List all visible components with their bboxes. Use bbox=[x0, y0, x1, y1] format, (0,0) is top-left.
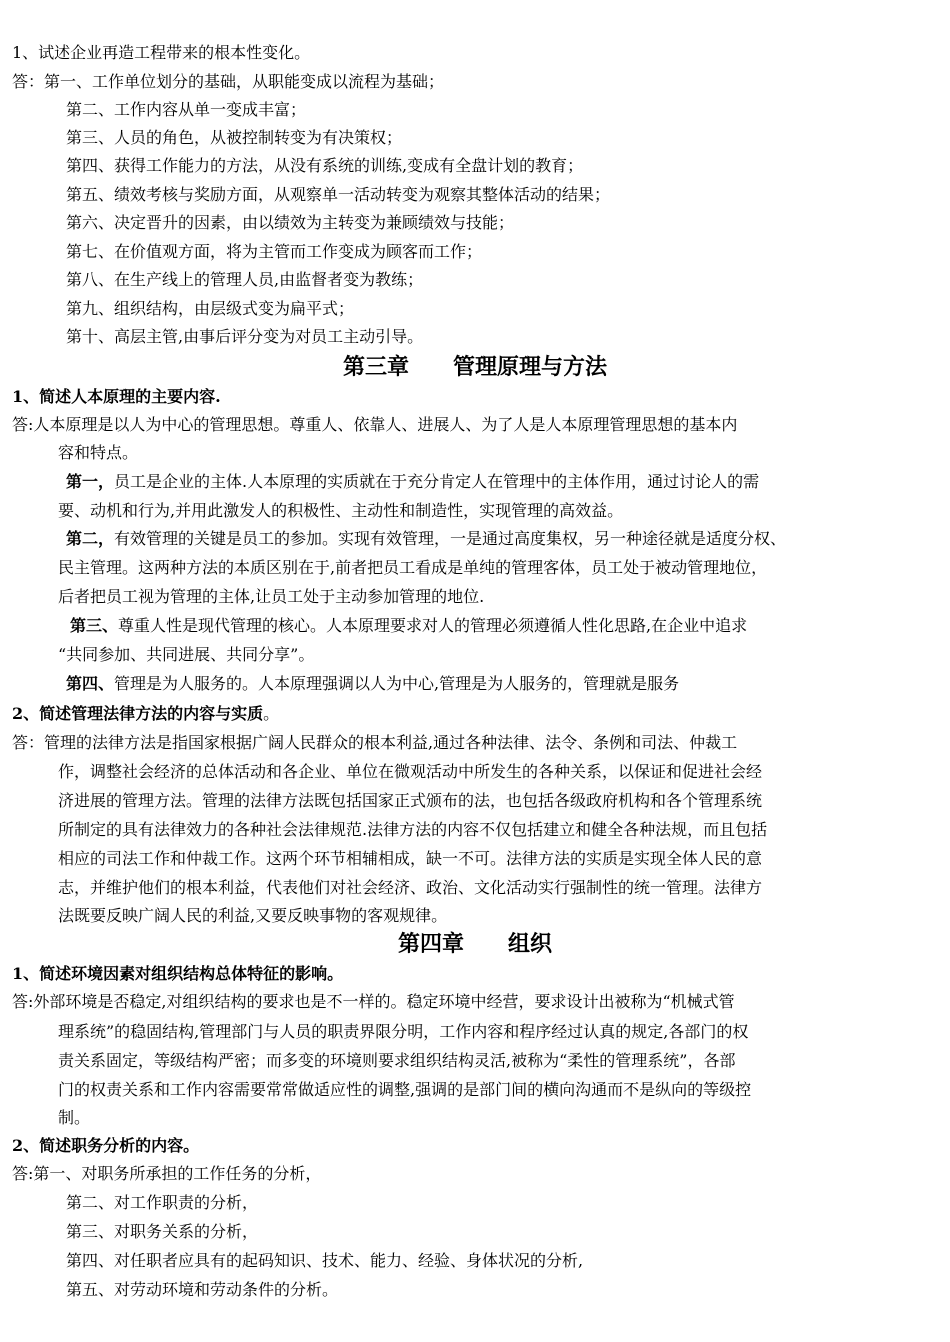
answer-line: 作，调整社会经济的总体活动和各企业、单位在微观活动中所发生的各种关系，以保证和促进社会经 bbox=[58, 762, 763, 781]
paragraph-text: 有效管理的关键是员工的参加。实现有效管理，一是通过高度集权，另一种途径就是适度分权、 bbox=[114, 529, 787, 548]
question-line: 1、简述人本原理的主要内容. bbox=[12, 387, 221, 406]
question-line: 1、简述环境因素对组织结构总体特征的影响。 bbox=[12, 964, 344, 983]
answer-item: 第五、对劳动环境和劳动条件的分析。 bbox=[66, 1280, 339, 1299]
answer-item: 第二、对工作职责的分析， bbox=[66, 1193, 259, 1212]
chapter-heading: 第三章 管理原理与方法 bbox=[342, 355, 607, 380]
paragraph-line bbox=[66, 472, 759, 494]
paragraph-lead: 第三、 bbox=[70, 616, 119, 635]
answer-line: 相应的司法工作和仲裁工作。这两个环节相辅相成，缺一不可。法律方法的实质是实现全体人民的意 bbox=[58, 849, 763, 868]
paragraph-line bbox=[66, 674, 679, 696]
paragraph-lead: 第二， bbox=[66, 529, 115, 548]
paragraph-lead: 第四、 bbox=[66, 674, 115, 693]
answer-item: 第九、组织结构，由层级式变为扁平式； bbox=[66, 299, 355, 318]
paragraph-text: 管理是为人服务的。人本原理强调以人为中心,管理是为人服务的，管理就是服务 bbox=[114, 674, 680, 693]
answer-line: 法既要反映广阔人民的利益,又要反映事物的客观规律。 bbox=[58, 906, 448, 925]
answer-line: 所制定的具有法律效力的各种社会法律规范.法律方法的内容不仅包括建立和健全各种法规，而且包括 bbox=[58, 820, 768, 839]
answer-line: 答:外部环境是否稳定,对组织结构的要求也是不一样的。稳定环境中经营，要求设计出被称为“机械式管 bbox=[12, 992, 735, 1011]
question-line: 2、简述职务分析的内容。 bbox=[12, 1136, 200, 1155]
question-text: 2、简述管理法律方法的内容与实质 bbox=[12, 704, 264, 723]
chapter-heading: 第四章 组织 bbox=[397, 932, 552, 957]
paragraph-text: 尊重人性是现代管理的核心。人本原理要求对人的管理必须遵循人性化思路,在企业中追求 bbox=[118, 616, 748, 635]
answer-item: 第八、在生产线上的管理人员,由监督者变为教练； bbox=[66, 270, 424, 289]
answer-line: 理系统”的稳固结构,管理部门与人员的职责界限分明，工作内容和程序经过认真的规定,各部门的权 bbox=[58, 1022, 749, 1041]
paragraph-line: “共同参加、共同进展、共同分享”。 bbox=[58, 645, 315, 664]
answer-line: 答：管理的法律方法是指国家根据广阔人民群众的根本利益,通过各种法律、法令、条例和司法、仲裁工 bbox=[12, 733, 738, 752]
answer-line: 答:人本原理是以人为中心的管理思想。尊重人、依靠人、进展人、为了人是人本原理管理思想的基本内 bbox=[12, 415, 738, 434]
answer-line: 答：第一、工作单位划分的基础，从职能变成以流程为基础； bbox=[12, 72, 445, 91]
paragraph-line: 要、动机和行为,并用此激发人的积极性、主动性和制造性，实现管理的高效益。 bbox=[58, 501, 624, 520]
answer-line: 容和特点。 bbox=[58, 443, 139, 462]
question-line bbox=[12, 704, 279, 726]
paragraph-text: 员工是企业的主体.人本原理的实质就在于充分肯定人在管理中的主体作用，通过讨论人的需 bbox=[114, 472, 760, 491]
answer-line: 门的权责关系和工作内容需要常常做适应性的调整,强调的是部门间的横向沟通而不是纵向的等级控 bbox=[58, 1080, 752, 1099]
answer-item: 第三、对职务关系的分析， bbox=[66, 1222, 259, 1241]
answer-item: 第三、人员的角色，从被控制转变为有决策权； bbox=[66, 128, 403, 147]
answer-line: 责关系固定，等级结构严密；而多变的环境则要求组织结构灵活,被称为“柔性的管理系统”，各部 bbox=[58, 1051, 736, 1070]
paragraph-line bbox=[66, 529, 786, 551]
paragraph-line: 后者把员工视为管理的主体,让员工处于主动参加管理的地位. bbox=[58, 587, 485, 606]
answer-line: 制。 bbox=[58, 1108, 91, 1127]
answer-item: 第四、获得工作能力的方法，从没有系统的训练,变成有全盘计划的教育； bbox=[66, 156, 584, 175]
answer-line: 济进展的管理方法。管理的法律方法既包括国家正式颁布的法，也包括各级政府机构和各个管理系统 bbox=[58, 791, 763, 810]
paragraph-line: 民主管理。这两种方法的本质区别在于,前者把员工看成是单纯的管理客体，员工处于被动管理地位， bbox=[58, 558, 768, 577]
answer-line: 志，并维护他们的根本利益，代表他们对社会经济、政治、文化活动实行强制性的统一管理。法律方 bbox=[58, 878, 763, 897]
answer-item: 第七、在价值观方面，将为主管而工作变成为顾客而工作； bbox=[66, 242, 483, 261]
answer-item: 第五、绩效考核与奖励方面，从观察单一活动转变为观察其整体活动的结果； bbox=[66, 185, 611, 204]
question-line: 1、试述企业再造工程带来的根本性变化。 bbox=[12, 43, 311, 62]
question-punct: 。 bbox=[263, 704, 280, 723]
paragraph-lead: 第一， bbox=[66, 472, 115, 491]
answer-item: 第六、决定晋升的因素，由以绩效为主转变为兼顾绩效与技能； bbox=[66, 213, 515, 232]
answer-item: 第四、对任职者应具有的起码知识、技术、能力、经验、身体状况的分析, bbox=[66, 1251, 584, 1270]
answer-item: 第十、高层主管,由事后评分变为对员工主动引导。 bbox=[66, 327, 424, 346]
paragraph-line bbox=[70, 616, 747, 638]
answer-line: 答:第一、对职务所承担的工作任务的分析， bbox=[12, 1164, 322, 1183]
answer-item: 第二、工作内容从单一变成丰富； bbox=[66, 100, 307, 119]
